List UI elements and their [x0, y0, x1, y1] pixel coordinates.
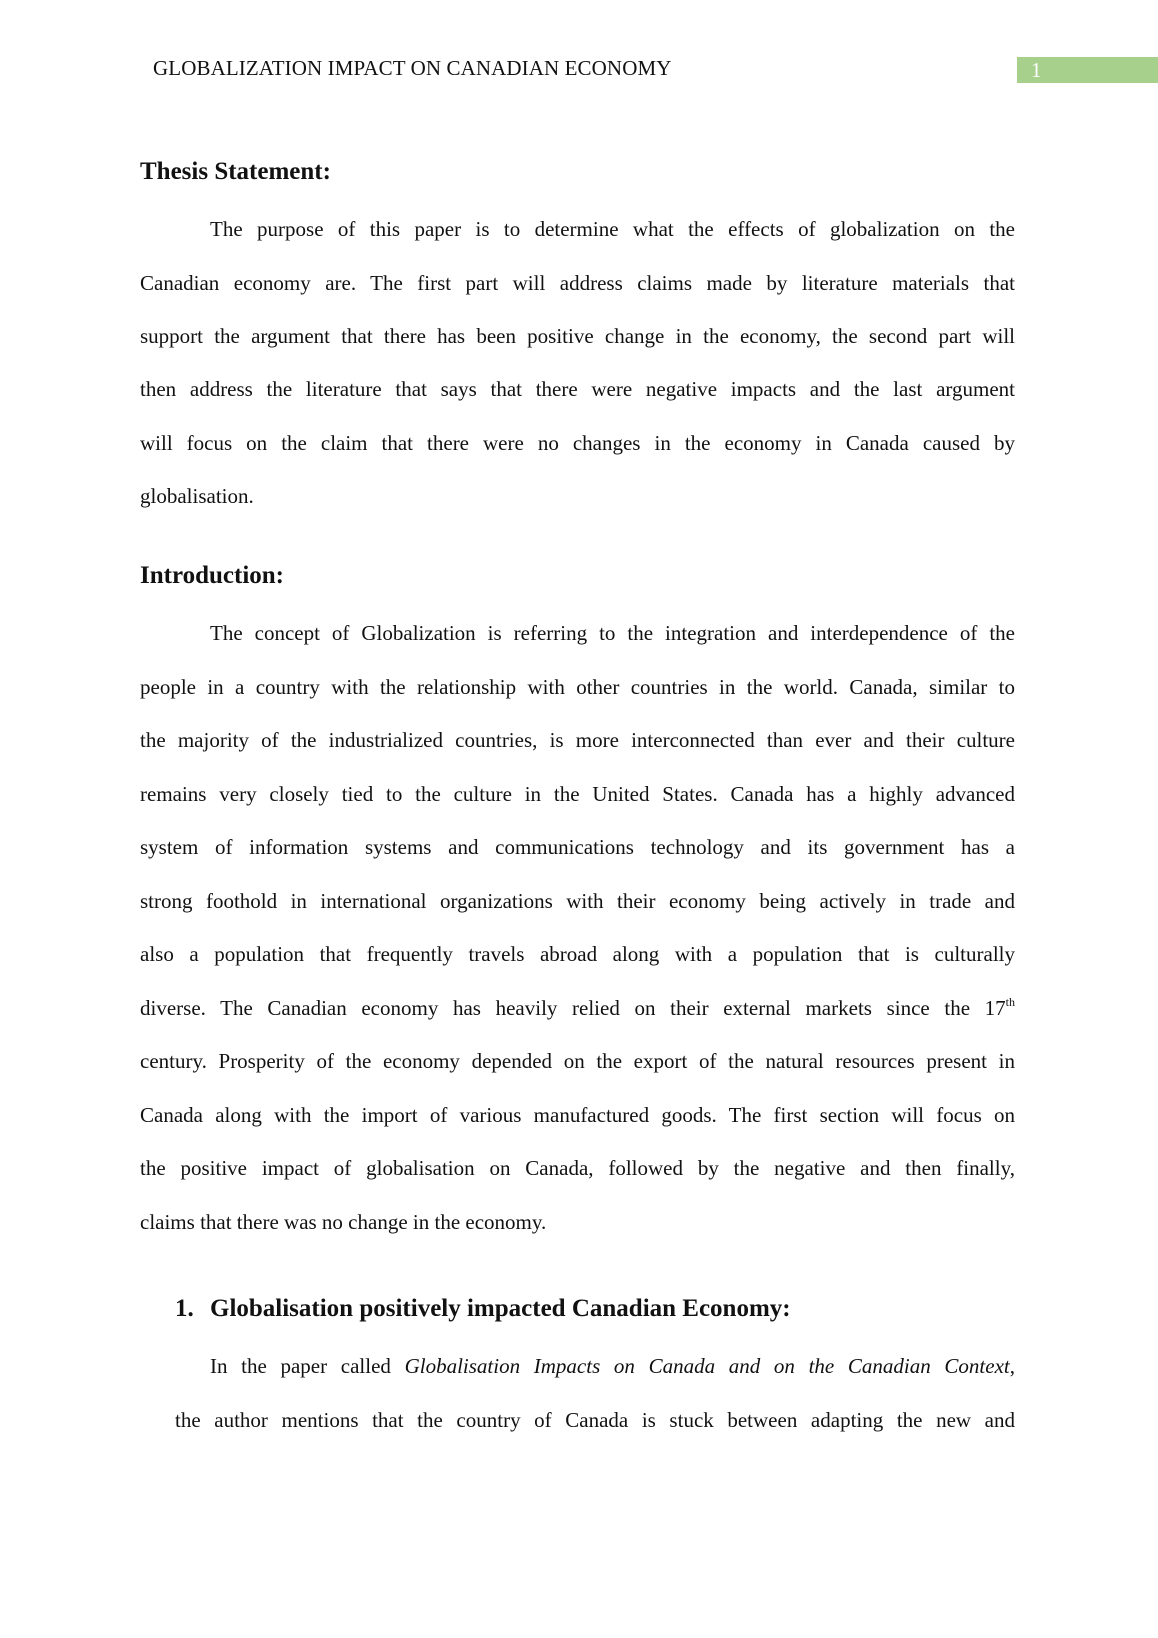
cited-title: Globalisation Impacts on Canada and on the Canadian Context	[404, 1354, 1010, 1378]
text-line: Canada along with the import of various manufactured goods. The first section will focus on	[140, 1103, 1015, 1127]
introduction-heading: Introduction:	[140, 562, 285, 589]
text-line: remains very closely tied to the culture in the United States. Canada has a highly advanced	[140, 782, 1015, 806]
text-line: the positive impact of globalisation on Canada, followed by the negative and then finally,	[140, 1156, 1015, 1180]
section1-number: 1.	[175, 1295, 194, 1322]
text-line	[140, 993, 1015, 1023]
text-line: century. Prosperity of the economy depended on the export of the natural resources present in	[140, 1049, 1015, 1073]
text-line	[210, 1351, 1015, 1381]
text-line-content: diverse. The Canadian economy has heavily relied on their external markets since the 17	[140, 996, 1006, 1020]
text-line: the author mentions that the country of Canada is stuck between adapting the new and	[175, 1408, 1015, 1432]
text-line: also a population that frequently travels abroad along with a population that is culturally	[140, 942, 1015, 966]
text-line: strong foothold in international organizations with their economy being actively in trade and	[140, 889, 1015, 913]
page-number: 1	[1017, 57, 1158, 83]
text-line: support the argument that there has been positive change in the economy, the second part will	[140, 324, 1015, 348]
section1-heading: Globalisation positively impacted Canadian Economy:	[210, 1295, 791, 1322]
text-line: the majority of the industrialized countries, is more interconnected than ever and their culture	[140, 728, 1015, 752]
text-line: The concept of Globalization is referring to the integration and interdependence of the	[210, 621, 1015, 645]
text-line: people in a country with the relationship with other countries in the world. Canada, similar to	[140, 675, 1015, 699]
text-line: The purpose of this paper is to determine what the effects of globalization on the	[210, 217, 1015, 241]
text-line: claims that there was no change in the economy.	[140, 1210, 547, 1234]
thesis-heading: Thesis Statement:	[140, 158, 331, 185]
text-line: globalisation.	[140, 484, 254, 508]
text-line: system of information systems and communications technology and its government has a	[140, 835, 1015, 859]
text-line: will focus on the claim that there were no changes in the economy in Canada caused by	[140, 431, 1015, 455]
text-span: ,	[1009, 1354, 1015, 1378]
text-line: then address the literature that says that there were negative impacts and the last argument	[140, 377, 1015, 401]
superscript: th	[1005, 995, 1015, 1009]
text-span: In the paper called	[210, 1354, 391, 1378]
running-head: GLOBALIZATION IMPACT ON CANADIAN ECONOMY	[153, 56, 672, 80]
text-line: Canadian economy are. The first part will address claims made by literature materials that	[140, 271, 1015, 295]
